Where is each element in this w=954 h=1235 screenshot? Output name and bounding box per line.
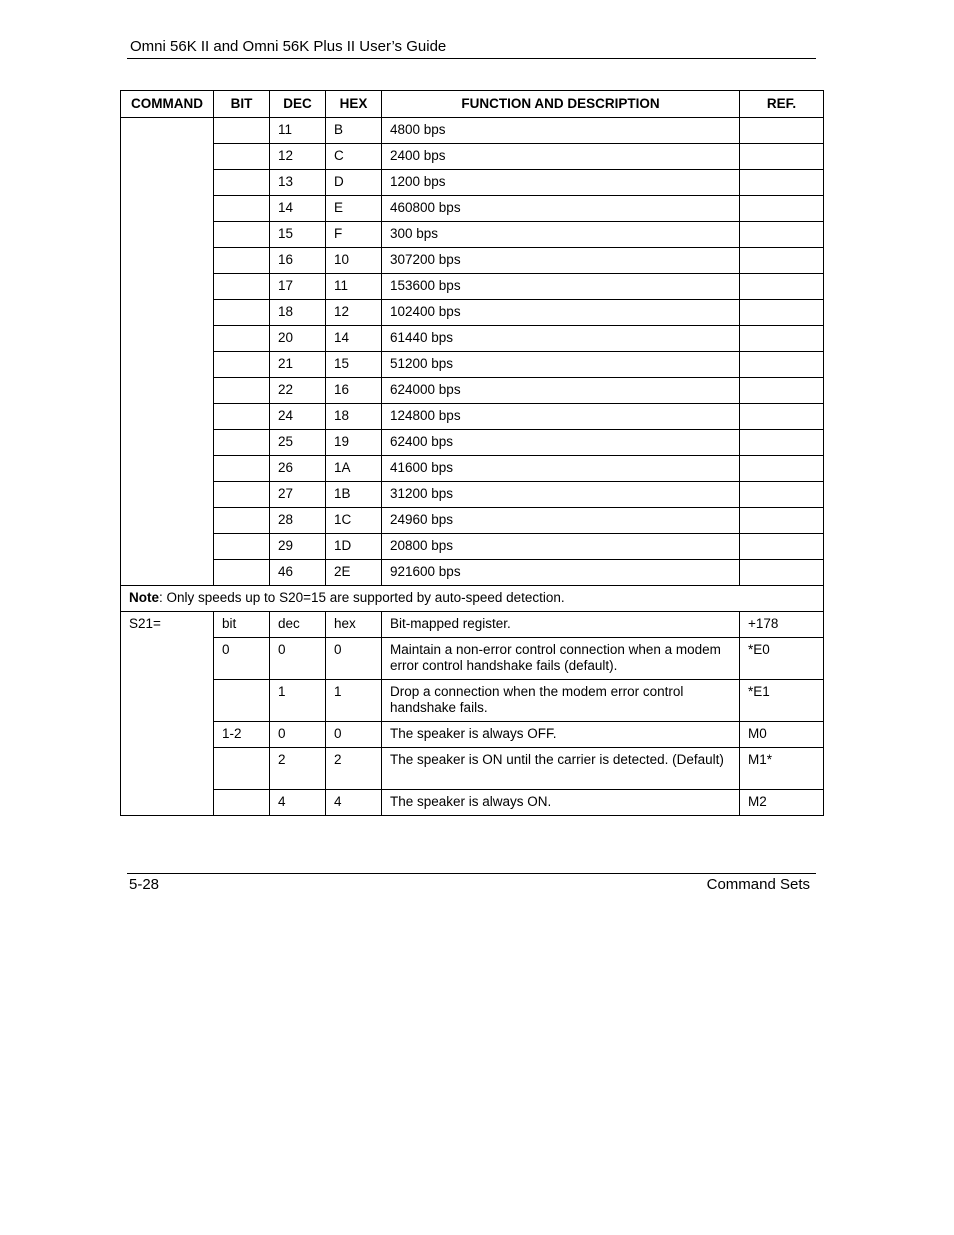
bit-cell	[214, 196, 270, 222]
desc-cell: 153600 bps	[382, 274, 740, 300]
ref-cell	[740, 352, 824, 378]
ref-cell	[740, 118, 824, 144]
table-row	[121, 534, 824, 560]
dec-cell: 22	[270, 378, 326, 404]
ref-cell	[740, 430, 824, 456]
bit-cell	[214, 404, 270, 430]
desc-cell: 921600 bps	[382, 560, 740, 586]
hex-cell: 1	[326, 680, 382, 722]
hex-cell: 16	[326, 378, 382, 404]
ref-cell: +178	[740, 612, 824, 638]
ref-cell	[740, 196, 824, 222]
table-row	[121, 612, 824, 638]
bit-cell	[214, 352, 270, 378]
dec-cell: 15	[270, 222, 326, 248]
desc-cell: 62400 bps	[382, 430, 740, 456]
desc-cell: 300 bps	[382, 222, 740, 248]
dec-cell: 11	[270, 118, 326, 144]
hex-cell: 19	[326, 430, 382, 456]
page-number: 5-28	[129, 876, 160, 893]
desc-cell: 41600 bps	[382, 456, 740, 482]
table-row	[121, 222, 824, 248]
ref-cell	[740, 326, 824, 352]
bit-cell	[214, 560, 270, 586]
dec-cell: 13	[270, 170, 326, 196]
col-ref: REF.	[740, 91, 824, 118]
bit-cell	[214, 482, 270, 508]
ref-cell: *E0	[740, 638, 824, 680]
bit-cell	[214, 456, 270, 482]
desc-cell: The speaker is ON until the carrier is detected. (Default)	[382, 748, 740, 790]
hex-cell: 14	[326, 326, 382, 352]
desc-cell: 61440 bps	[382, 326, 740, 352]
bit-cell	[214, 274, 270, 300]
desc-cell: Bit-mapped register.	[382, 612, 740, 638]
hex-cell: hex	[326, 612, 382, 638]
ref-cell: M2	[740, 790, 824, 816]
dec-cell: 46	[270, 560, 326, 586]
table-row	[121, 508, 824, 534]
dec-cell: 29	[270, 534, 326, 560]
hex-cell: C	[326, 144, 382, 170]
ref-cell	[740, 248, 824, 274]
bit-cell	[214, 300, 270, 326]
hex-cell: F	[326, 222, 382, 248]
table-row	[121, 482, 824, 508]
dec-cell: 28	[270, 508, 326, 534]
desc-cell: 1200 bps	[382, 170, 740, 196]
ref-cell	[740, 534, 824, 560]
dec-cell: 1	[270, 680, 326, 722]
hex-cell: D	[326, 170, 382, 196]
hex-cell: 18	[326, 404, 382, 430]
bit-cell: 0	[214, 638, 270, 680]
desc-cell: 31200 bps	[382, 482, 740, 508]
hex-cell: 0	[326, 638, 382, 680]
bit-cell	[214, 118, 270, 144]
table-row	[121, 300, 824, 326]
hex-cell: E	[326, 196, 382, 222]
guide-title: Omni 56K II and Omni 56K Plus II User’s Guide	[130, 38, 447, 55]
hex-cell: 1D	[326, 534, 382, 560]
table-row	[121, 560, 824, 586]
table-row	[121, 680, 824, 722]
desc-cell: The speaker is always ON.	[382, 790, 740, 816]
col-function: FUNCTION AND DESCRIPTION	[382, 91, 740, 118]
note-text: : Only speeds up to S20=15 are supported by auto-speed detection.	[159, 590, 565, 605]
table-row	[121, 722, 824, 748]
table-row	[121, 638, 824, 680]
bit-cell	[214, 378, 270, 404]
ref-cell	[740, 378, 824, 404]
ref-cell	[740, 222, 824, 248]
hex-cell: 10	[326, 248, 382, 274]
hex-cell: 2E	[326, 560, 382, 586]
dec-cell: 0	[270, 638, 326, 680]
table-row	[121, 118, 824, 144]
ref-cell	[740, 482, 824, 508]
desc-cell: 51200 bps	[382, 352, 740, 378]
bit-cell	[214, 430, 270, 456]
hex-cell: 0	[326, 722, 382, 748]
bit-cell	[214, 326, 270, 352]
ref-cell	[740, 560, 824, 586]
page-header	[127, 36, 816, 59]
dec-cell: 12	[270, 144, 326, 170]
ref-cell	[740, 274, 824, 300]
hex-cell: 11	[326, 274, 382, 300]
dec-cell: 21	[270, 352, 326, 378]
table-row	[121, 352, 824, 378]
bit-cell	[214, 144, 270, 170]
desc-cell: 20800 bps	[382, 534, 740, 560]
ref-cell	[740, 144, 824, 170]
note-row	[121, 586, 824, 612]
dec-cell: 25	[270, 430, 326, 456]
hex-cell: 12	[326, 300, 382, 326]
table-row	[121, 456, 824, 482]
dec-cell: 26	[270, 456, 326, 482]
dec-cell: 0	[270, 722, 326, 748]
desc-cell: 124800 bps	[382, 404, 740, 430]
hex-cell: 1A	[326, 456, 382, 482]
dec-cell: 17	[270, 274, 326, 300]
note-cell	[121, 586, 824, 612]
desc-cell: 24960 bps	[382, 508, 740, 534]
hex-cell: 15	[326, 352, 382, 378]
desc-cell: 2400 bps	[382, 144, 740, 170]
section-name: Command Sets	[706, 876, 810, 893]
bit-cell	[214, 534, 270, 560]
bit-cell	[214, 170, 270, 196]
bit-cell: bit	[214, 612, 270, 638]
col-command: COMMAND	[121, 91, 214, 118]
dec-cell: 14	[270, 196, 326, 222]
table-row	[121, 326, 824, 352]
desc-cell: 624000 bps	[382, 378, 740, 404]
table-row	[121, 404, 824, 430]
table-row	[121, 430, 824, 456]
bit-cell: 1-2	[214, 722, 270, 748]
desc-cell: 307200 bps	[382, 248, 740, 274]
ref-cell	[740, 170, 824, 196]
table-row	[121, 170, 824, 196]
table-row	[121, 248, 824, 274]
ref-cell: M0	[740, 722, 824, 748]
hex-cell: 4	[326, 790, 382, 816]
dec-cell: 20	[270, 326, 326, 352]
dec-cell: 2	[270, 748, 326, 790]
hex-cell: 2	[326, 748, 382, 790]
bit-cell	[214, 248, 270, 274]
dec-cell: 4	[270, 790, 326, 816]
bit-cell	[214, 790, 270, 816]
dec-cell: 27	[270, 482, 326, 508]
bit-cell	[214, 222, 270, 248]
ref-cell	[740, 300, 824, 326]
bit-cell	[214, 748, 270, 790]
col-bit: BIT	[214, 91, 270, 118]
desc-cell: Maintain a non-error control connection when a modem error control handshake fails (default).	[382, 638, 740, 680]
col-dec: DEC	[270, 91, 326, 118]
hex-cell: B	[326, 118, 382, 144]
table-row	[121, 790, 824, 816]
bit-cell	[214, 508, 270, 534]
table-row	[121, 378, 824, 404]
col-hex: HEX	[326, 91, 382, 118]
command-cell-s21: S21=	[121, 612, 214, 816]
ref-cell	[740, 456, 824, 482]
speed-rows	[121, 118, 824, 586]
dec-cell: 24	[270, 404, 326, 430]
note-label: Note	[129, 590, 159, 605]
dec-cell: 18	[270, 300, 326, 326]
ref-cell: M1*	[740, 748, 824, 790]
desc-cell: 102400 bps	[382, 300, 740, 326]
bit-cell	[214, 680, 270, 722]
dec-cell: dec	[270, 612, 326, 638]
dec-cell: 16	[270, 248, 326, 274]
table-row	[121, 748, 824, 790]
command-table	[120, 90, 824, 816]
desc-cell: 4800 bps	[382, 118, 740, 144]
table-header-row	[121, 91, 824, 118]
table-row	[121, 274, 824, 300]
command-cell	[121, 118, 214, 586]
hex-cell: 1C	[326, 508, 382, 534]
hex-cell: 1B	[326, 482, 382, 508]
desc-cell: The speaker is always OFF.	[382, 722, 740, 748]
ref-cell: *E1	[740, 680, 824, 722]
table-row	[121, 196, 824, 222]
desc-cell: 460800 bps	[382, 196, 740, 222]
page-footer	[127, 873, 816, 896]
ref-cell	[740, 508, 824, 534]
table-row	[121, 144, 824, 170]
desc-cell: Drop a connection when the modem error control handshake fails.	[382, 680, 740, 722]
ref-cell	[740, 404, 824, 430]
